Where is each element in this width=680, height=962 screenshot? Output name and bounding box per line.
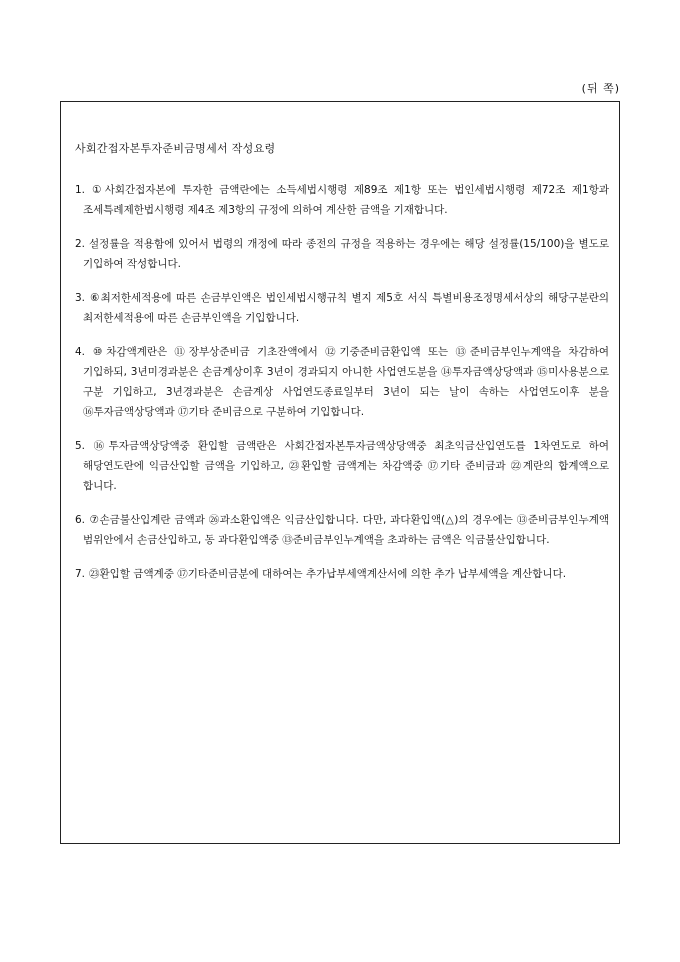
instruction-list	[75, 180, 609, 598]
instruction-item	[75, 436, 609, 496]
instruction-text: ⑦손금불산입계란 금액과 ㉖과소환입액은 익금산입합니다. 다만, 과다환입액(△)의 경우에는 ⑬준비금부인누계액 범위안에서 손금산입하고, 동 과다환입액중 ⑬준비금부인누계액을 초과하는 금액은 익금불산입합니다.	[83, 514, 609, 546]
instruction-item	[75, 234, 609, 274]
instruction-number: 6.	[75, 514, 86, 526]
instruction-text: ①사회간접자본에 투자한 금액란에는 소득세법시행령 제89조 제1항 또는 법인세법시행령 제72조 제1항과 조세특례제한법시행령 제4조 제3항의 규정에 의하여 계산한 금액을 기재합니다.	[83, 184, 609, 216]
instruction-text: ㉓환입할 금액계중 ⑰기타준비금분에 대하여는 추가납부세액계산서에 의한 추가 납부세액을 계산합니다.	[89, 568, 567, 580]
instruction-number: 4.	[75, 346, 86, 358]
page-side-label: (뒤 쪽)	[581, 82, 620, 95]
instruction-text: 설정률을 적용함에 있어서 법령의 개정에 따라 종전의 규정을 적용하는 경우에는 해당 설정률(15/100)을 별도로 기입하여 작성합니다.	[83, 238, 609, 270]
instruction-number: 1.	[75, 184, 86, 196]
instruction-item	[75, 510, 609, 550]
instruction-item	[75, 342, 609, 422]
instruction-item	[75, 288, 609, 328]
instruction-text: ⑯투자금액상당액중 환입할 금액란은 사회간접자본투자금액상당액중 최초익금산입연도를 1차연도로 하여 해당연도란에 익금산입할 금액을 기입하고, ㉓환입할 금액계는 차감액중 ⑰기타 준비금과 ㉒계란의 합계액으로 합니다.	[83, 440, 609, 492]
instruction-item	[75, 180, 609, 220]
document-frame	[60, 101, 620, 844]
instruction-number: 7.	[75, 568, 86, 580]
instruction-text: ⑥최저한세적용에 따른 손금부인액은 법인세법시행규칙 별지 제5호 서식 특별비용조정명세서상의 해당구분란의 최저한세적용에 따른 손금부인액을 기입합니다.	[83, 292, 609, 324]
instruction-number: 2.	[75, 238, 86, 250]
instruction-text: ⑩차감액계란은 ⑪장부상준비금 기초잔액에서 ⑫기중준비금환입액 또는 ⑬준비금부인누계액을 차감하여 기입하되, 3년미경과분은 손금계상이후 3년이 경과되지 아니한 사업연도분을 ⑭투자금액상당액과 ⑮미사용분으로 구분 기입하고, 3년경과분은 손금계상 사업연도종료일부터 3년이 되는 날이 속하는 사업연도이후 분을 ⑯투자금액상당액과 ⑰기타 준비금으로 구분하여 기입합니다.	[83, 346, 609, 418]
instruction-number: 5.	[75, 440, 86, 452]
instruction-number: 3.	[75, 292, 86, 304]
document-title: 사회간접자본투자준비금명세서 작성요령	[75, 142, 276, 155]
instruction-item	[75, 564, 609, 584]
